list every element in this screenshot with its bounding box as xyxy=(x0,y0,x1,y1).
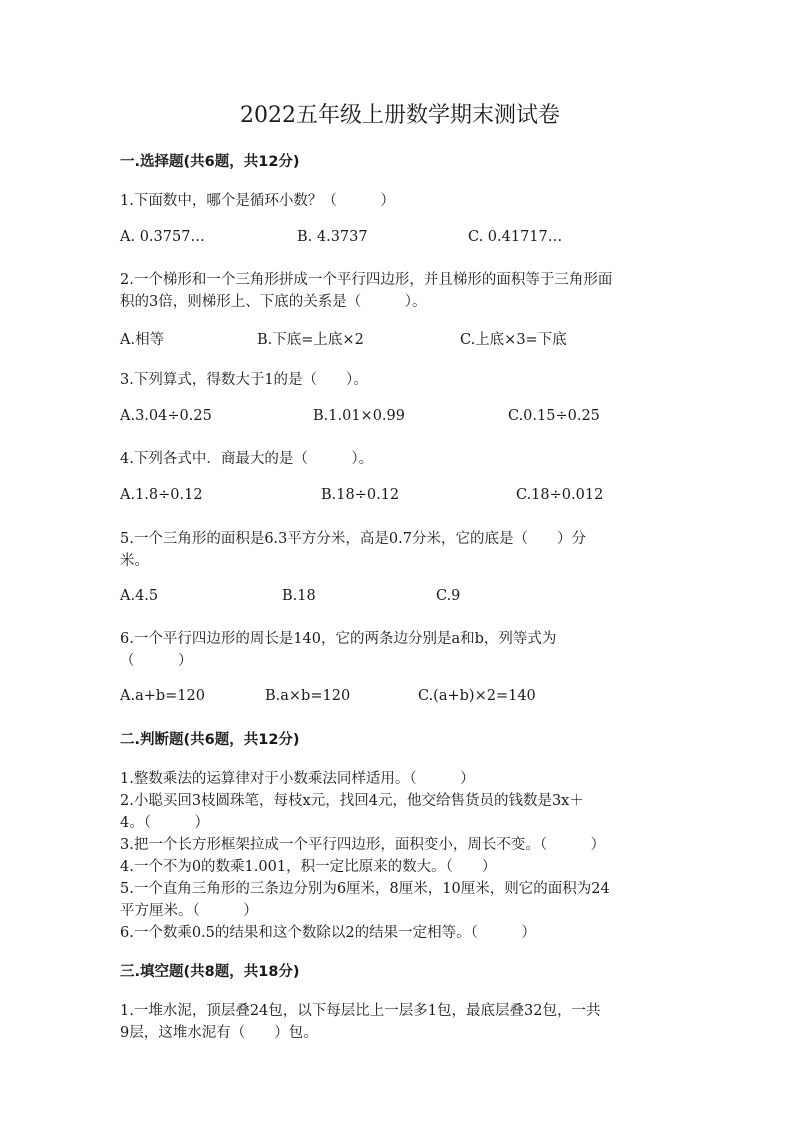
question-line: 4.下列各式中．商最大的是（ ）。 xyxy=(120,451,374,467)
statement-line: 平方厘米。（ ） xyxy=(120,903,258,919)
option-a: A.a+b=120 xyxy=(120,688,205,704)
question-line: （ ） xyxy=(120,653,193,669)
option-a: A.相等 xyxy=(120,332,165,348)
statement-line: 4.一个不为0的数乘1.001，积一定比原来的数大。（ ） xyxy=(120,859,497,875)
option-b: B.下底=上底×2 xyxy=(257,332,364,348)
option-b: B.18 xyxy=(282,588,316,604)
question-line: 积的3倍，则梯形上、下底的关系是（ ）。 xyxy=(120,294,427,310)
question-line: 1.下面数中，哪个是循环小数？（ ） xyxy=(120,193,395,209)
statement-line: 2.小聪买回3枝圆珠笔，每枝x元，找回4元，他交给售货员的钱数是3x＋ xyxy=(120,793,584,809)
question-line: 6.一个平行四边形的周长是140，它的两条边分别是a和b，列等式为 xyxy=(120,631,557,647)
section-heading-judgement: 二.判断题(共6题，共12分) xyxy=(120,732,300,748)
option-c: C.18÷0.012 xyxy=(516,487,604,503)
statement-line: 1.整数乘法的运算律对于小数乘法同样适用。（ ） xyxy=(120,771,475,787)
option-b: B.18÷0.12 xyxy=(321,487,400,503)
section-heading-choice: 一.选择题(共6题，共12分) xyxy=(120,154,300,170)
statement-line: 5.一个直角三角形的三条边分别为6厘米，8厘米，10厘米，则它的面积为24 xyxy=(120,881,610,897)
statement-line: 4。（ ） xyxy=(120,815,209,831)
option-c: C.0.15÷0.25 xyxy=(508,408,600,424)
option-b: B.a×b=120 xyxy=(265,688,351,704)
section-heading-fill-in: 三.填空题(共8题，共18分) xyxy=(120,964,300,980)
option-a: A.1.8÷0.12 xyxy=(120,487,203,503)
statement-line: 6.一个数乘0.5的结果和这个数除以2的结果一定相等。（ ） xyxy=(120,925,536,941)
option-c: C.(a+b)×2=140 xyxy=(418,688,536,704)
question-line: 5.一个三角形的面积是6.3平方分米，高是0.7分米，它的底是（ ）分 xyxy=(120,531,586,547)
question-line: 9层，这堆水泥有（ ）包。 xyxy=(120,1025,318,1041)
question-line: 2.一个梯形和一个三角形拼成一个平行四边形，并且梯形的面积等于三角形面 xyxy=(120,272,613,288)
option-c: C.上底×3=下底 xyxy=(460,332,567,348)
option-b: B.1.01×0.99 xyxy=(313,408,405,424)
question-line: 3.下列算式，得数大于1的是（ ）。 xyxy=(120,372,368,388)
option-a: A.3.04÷0.25 xyxy=(120,408,212,424)
page-title: 2022五年级上册数学期末测试卷 xyxy=(240,103,560,128)
option-a: A. 0.3757… xyxy=(120,229,205,245)
option-b: B. 4.3737 xyxy=(297,229,368,245)
option-c: C. 0.41717… xyxy=(468,229,563,245)
question-line: 米。 xyxy=(120,553,149,569)
option-a: A.4.5 xyxy=(120,588,159,604)
statement-line: 3.把一个长方形框架拉成一个平行四边形，面积变小，周长不变。（ ） xyxy=(120,837,606,853)
option-c: C.9 xyxy=(436,588,461,604)
question-line: 1.一堆水泥，顶层叠24包，以下每层比上一层多1包，最底层叠32包，一共 xyxy=(120,1003,601,1019)
